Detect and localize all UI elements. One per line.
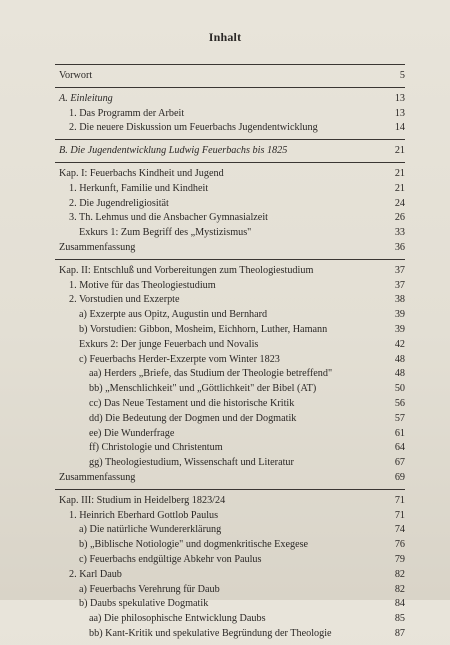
toc-entry-title: 1. Herkunft, Familie und Kindheit bbox=[69, 182, 209, 194]
toc-entry-title: a) Exzerpte aus Opitz, Augustin und Bernhard bbox=[79, 309, 268, 321]
toc-entry bbox=[55, 264, 405, 279]
toc-page-number: 14 bbox=[394, 122, 405, 134]
toc-page-number: 64 bbox=[394, 442, 405, 454]
toc-entry bbox=[55, 568, 405, 583]
toc-section bbox=[55, 489, 405, 645]
toc-page-number: 48 bbox=[394, 368, 405, 380]
toc-entry-title: aa) Die philosophische Entwicklung Daubs bbox=[89, 613, 266, 625]
toc-entry-title: Vorwort bbox=[59, 70, 93, 81]
toc-entry bbox=[55, 509, 405, 524]
toc-entry bbox=[55, 441, 405, 456]
toc-entry bbox=[55, 121, 405, 136]
toc-entry-title: Exkurs 2: Der junge Feuerbach und Novalis bbox=[79, 338, 259, 350]
toc-page-number: 50 bbox=[394, 383, 405, 395]
toc-page-number: 71 bbox=[394, 494, 405, 506]
toc-entry-title: 3. Th. Lehmus und die Ansbacher Gymnasialzeit bbox=[69, 212, 268, 224]
toc-entry-title: Kap. III: Studium in Heidelberg 1823/24 bbox=[59, 494, 226, 506]
toc-entry bbox=[55, 308, 405, 323]
toc-entry bbox=[55, 471, 405, 486]
toc-page-number: 39 bbox=[394, 323, 405, 335]
toc-entry-title: b) Vorstudien: Gibbon, Mosheim, Eichhorn, Luther, Hamann bbox=[79, 323, 328, 335]
toc-section bbox=[55, 259, 405, 489]
toc-page-number: 82 bbox=[394, 568, 405, 580]
toc-page-number: 67 bbox=[394, 457, 405, 469]
toc-entry-title: gg) Theologiestudium, Wissenschaft und Literatur bbox=[89, 457, 294, 469]
toc-page-number: 82 bbox=[394, 583, 405, 595]
toc-section bbox=[55, 64, 405, 87]
toc-entry-title: Exkurs 1: Zum Begriff des „Mystizismus" bbox=[79, 227, 252, 239]
toc-entry bbox=[55, 293, 405, 308]
toc-entry bbox=[55, 382, 405, 397]
toc-entry-title: Kap. I: Feuerbachs Kindheit und Jugend bbox=[59, 167, 224, 179]
toc-entry bbox=[55, 279, 405, 294]
toc-entry-title: 1. Motive für das Theologiestudium bbox=[69, 279, 216, 291]
toc-page-number: 13 bbox=[394, 92, 405, 104]
toc-entry bbox=[55, 323, 405, 338]
toc-page-number: 85 bbox=[394, 613, 405, 625]
toc-entry-title: c) Feuerbachs Herder-Exzerpte vom Winter 1823 bbox=[79, 353, 280, 365]
toc-entry bbox=[55, 353, 405, 368]
toc-entry bbox=[55, 456, 405, 471]
toc-entry-title: A. Einleitung bbox=[59, 92, 113, 104]
toc-entry-title: ff) Christologie und Christentum bbox=[89, 442, 223, 454]
table-of-contents bbox=[55, 64, 405, 645]
toc-entry-title: Kap. II: Entschluß und Vorbereitungen zum Theologiestudium bbox=[59, 264, 314, 276]
toc-entry bbox=[55, 427, 405, 442]
toc-entry-title: dd) Die Bedeutung der Dogmen und der Dogmatik bbox=[89, 412, 297, 424]
toc-entry-title: ee) Die Wunderfrage bbox=[89, 427, 175, 439]
toc-page-number: 5 bbox=[399, 70, 405, 81]
toc-page-number: 21 bbox=[394, 145, 405, 157]
toc-page-number: 24 bbox=[394, 197, 405, 209]
toc-page-number: 87 bbox=[394, 627, 405, 639]
toc-entry-title: B. Die Jugendentwicklung Ludwig Feuerbachs bis 1825 bbox=[59, 145, 288, 157]
toc-entry bbox=[55, 627, 405, 642]
toc-entry bbox=[55, 69, 405, 84]
toc-entry-title: b) „Biblische Notiologie" und dogmenkritische Exegese bbox=[79, 539, 309, 551]
toc-entry-title: 2. Die neuere Diskussion um Feuerbachs Jugendentwicklung bbox=[69, 122, 318, 134]
toc-page-number: 69 bbox=[394, 471, 405, 483]
toc-entry bbox=[55, 338, 405, 353]
toc-entry bbox=[55, 397, 405, 412]
toc-entry-title: c) Feuerbachs endgültige Abkehr von Paulus bbox=[79, 553, 262, 565]
toc-page-number: 21 bbox=[394, 182, 405, 194]
toc-page-number: 37 bbox=[394, 279, 405, 291]
toc-entry bbox=[55, 226, 405, 241]
toc-section bbox=[55, 139, 405, 162]
toc-entry bbox=[55, 523, 405, 538]
toc-entry bbox=[55, 144, 405, 159]
toc-entry bbox=[55, 553, 405, 568]
toc-page-number: 74 bbox=[394, 524, 405, 536]
toc-entry-title: 2. Vorstudien und Exzerpte bbox=[69, 294, 180, 306]
toc-page-number: 76 bbox=[394, 539, 405, 551]
toc-entry-title: aa) Herders „Briefe, das Studium der Theologie betreffend" bbox=[89, 368, 333, 380]
toc-page-number: 38 bbox=[394, 294, 405, 306]
toc-page-number: 13 bbox=[394, 107, 405, 119]
toc-entry bbox=[55, 241, 405, 256]
toc-entry bbox=[55, 612, 405, 627]
toc-entry-title: a) Die natürliche Wundererklärung bbox=[79, 524, 222, 536]
toc-entry-title: cc) Das Neue Testament und die historische Kritik bbox=[89, 397, 295, 409]
toc-entry bbox=[55, 107, 405, 122]
toc-entry-title: 2. Die Jugendreligiosität bbox=[69, 197, 169, 209]
toc-page-number: 48 bbox=[394, 353, 405, 365]
toc-entry bbox=[55, 92, 405, 107]
toc-entry-title: 2. Karl Daub bbox=[69, 568, 122, 580]
toc-page-number: 37 bbox=[394, 264, 405, 276]
toc-entry-title: Zusammenfassung bbox=[59, 471, 136, 483]
toc-entry bbox=[55, 494, 405, 509]
toc-entry-title: 1. Das Programm der Arbeit bbox=[69, 107, 185, 119]
toc-page-number: 56 bbox=[394, 397, 405, 409]
toc-entry-title: Zusammenfassung bbox=[59, 241, 136, 253]
toc-section bbox=[55, 87, 405, 139]
toc-entry-title: 1. Heinrich Eberhard Gottlob Paulus bbox=[69, 509, 219, 521]
toc-page-number: 79 bbox=[394, 553, 405, 565]
toc-entry bbox=[55, 412, 405, 427]
toc-page-number: 26 bbox=[394, 212, 405, 224]
toc-page-number: 36 bbox=[394, 241, 405, 253]
toc-page-number: 71 bbox=[394, 509, 405, 521]
toc-entry bbox=[55, 367, 405, 382]
toc-entry bbox=[55, 197, 405, 212]
toc-entry-title: a) Feuerbachs Verehrung für Daub bbox=[79, 583, 220, 595]
toc-page-number: 33 bbox=[394, 227, 405, 239]
toc-entry bbox=[55, 583, 405, 598]
toc-page-number: 61 bbox=[394, 427, 405, 439]
toc-entry bbox=[55, 538, 405, 553]
toc-entry-title: bb) Kant-Kritik und spekulative Begründung der Theologie bbox=[89, 627, 332, 639]
toc-entry-title: b) Daubs spekulative Dogmatik bbox=[79, 598, 209, 610]
toc-page-number: 39 bbox=[394, 309, 405, 321]
toc-entry-title: bb) „Menschlichkeit" und „Göttlichkeit" der Bibel (AT) bbox=[89, 383, 317, 395]
toc-page-number: 42 bbox=[394, 338, 405, 350]
toc-entry bbox=[55, 211, 405, 226]
toc-entry bbox=[55, 167, 405, 182]
toc-page-number: 84 bbox=[394, 598, 405, 610]
toc-page-number: 57 bbox=[394, 412, 405, 424]
toc-entry bbox=[55, 182, 405, 197]
page-title: Inhalt bbox=[208, 30, 242, 44]
toc-section bbox=[55, 162, 405, 259]
toc-page-number: 21 bbox=[394, 167, 405, 179]
